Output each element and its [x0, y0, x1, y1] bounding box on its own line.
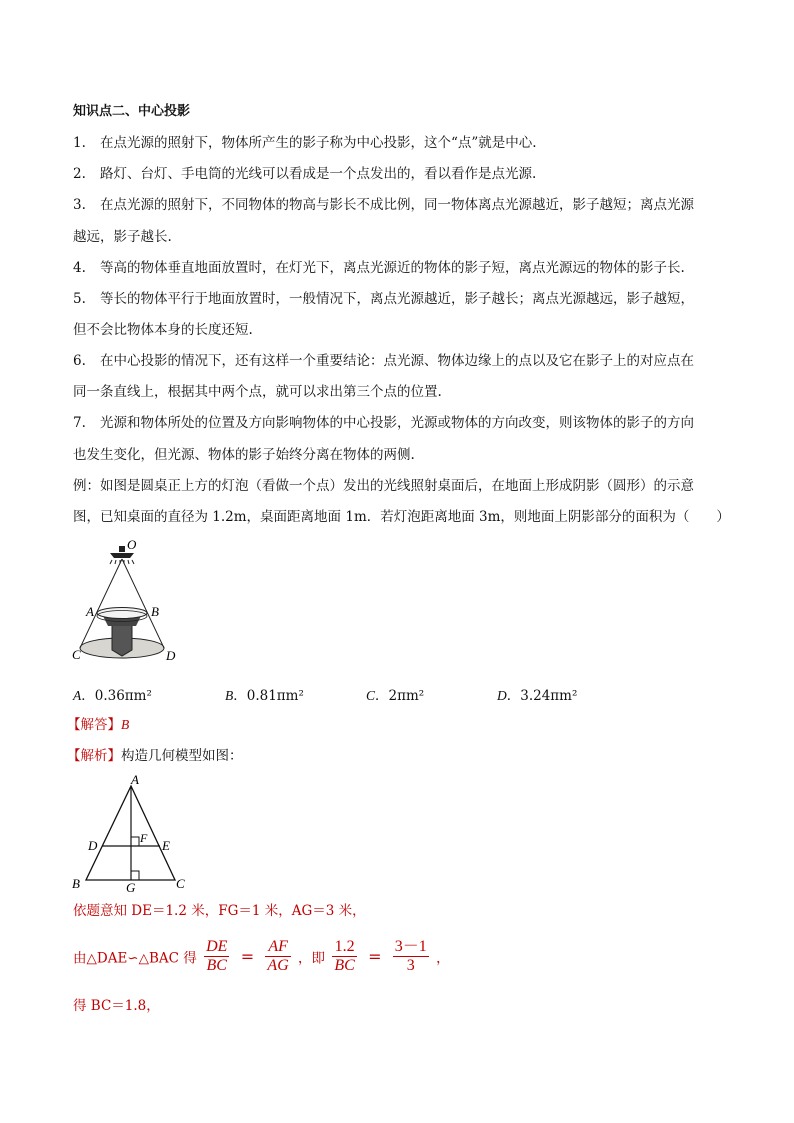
point-2 [73, 165, 536, 183]
example-line-2: 图，已知桌面的直径为 1.2m，桌面距离地面 1m．若灯泡距离地面 3m，则地面上阴影部分的面积为（ ） [73, 509, 730, 525]
option-value: ．3.24πm² [506, 688, 578, 704]
table-top [97, 608, 147, 619]
equals-sign: = [368, 947, 382, 966]
point-6 [73, 352, 694, 370]
point-number: 3. [73, 197, 86, 213]
option-letter: B [225, 688, 234, 703]
option-value: ．0.36πm² [81, 688, 152, 704]
point-number: 5. [73, 291, 86, 307]
solution-line-3: 得 BC＝1.8， [73, 998, 160, 1014]
answer-value: B [121, 717, 130, 732]
fraction-af-ag: $\frac{AF}{AG}$ [267, 938, 289, 974]
point-text: 等高的物体垂直地面放置时，在灯光下，离点光源近的物体的影子短，离点光源远的物体的影子长. [100, 260, 685, 276]
section-title: 知识点二、中心投影 [73, 104, 191, 119]
point-3-cont: 越远，影子越长. [73, 229, 172, 245]
point-text: 等长的物体平行于地面放置时，一般情况下，离点光源越近，影子越长；离点光源越远，影子越短， [100, 291, 694, 307]
label-D: D [88, 838, 98, 853]
right-angle-f [131, 837, 139, 846]
point-text: 在点光源的照射下，物体所产生的影子称为中心投影，这个“点”就是中心. [100, 135, 537, 151]
point-7-cont: 也发生变化，但光源、物体的影子始终分离在物体的两侧. [73, 447, 415, 463]
point-4 [73, 259, 685, 277]
point-number: 4. [73, 260, 86, 276]
solution-line-1: 依题意知 DE＝1.2 米，FG＝1 米，AG＝3 米， [73, 903, 366, 919]
fraction-12-bc: $\frac{1.2}{BC}$ [334, 938, 355, 974]
analysis-label: 【解析】 [67, 748, 121, 764]
label-A: A [86, 604, 94, 619]
lamp-table-figure [72, 538, 184, 666]
option-letter: C [366, 688, 376, 703]
label-D: D [166, 648, 176, 663]
point-text: 在中心投影的情况下，还有这样一个重要结论：点光源、物体边缘上的点以及它在影子上的对应点在 [100, 353, 694, 369]
fraction-3-1-3: $\frac{3-1}{3}$ [394, 938, 427, 974]
label-B: B [151, 604, 159, 619]
lamp-shade [110, 553, 134, 558]
label-C: C [176, 876, 185, 891]
option-a [73, 684, 152, 704]
solution-line-2 [73, 938, 450, 975]
label-O: O [127, 538, 137, 552]
equals-sign: = [240, 947, 255, 966]
option-b [225, 684, 304, 704]
analysis-text: 构造几何模型如图： [121, 748, 243, 764]
triangle-figure [68, 770, 192, 894]
solution-end: ， [436, 950, 450, 967]
label-A: A [131, 772, 139, 787]
point-text: 路灯、台灯、手电筒的光线可以看成是一个点发出的，看以看作是点光源. [100, 166, 537, 182]
point-5-cont: 但不会比物体本身的长度还短. [73, 322, 253, 338]
solution-mid: ，即 [298, 950, 326, 967]
fraction-de-bc: $\frac{DE}{BC}$ [206, 938, 228, 974]
lamp-cap [119, 546, 125, 552]
point-text: 光源和物体所处的位置及方向影响物体的中心投影，光源或物体的方向改变，则该物体的影子的方向 [100, 415, 694, 431]
point-1 [73, 134, 537, 152]
point-5 [73, 290, 694, 308]
label-B: B [72, 876, 80, 891]
label-G: G [126, 880, 136, 894]
solution-prefix: 由△DAE∽△BAC 得 [73, 950, 197, 967]
point-6-cont: 同一条直线上，根据其中两个点，就可以求出第三个点的位置. [73, 384, 442, 400]
point-number: 2. [73, 166, 86, 182]
option-d [497, 684, 577, 704]
option-letter: A [73, 688, 82, 703]
label-C: C [72, 647, 81, 662]
point-text: 在点光源的照射下，不同物体的物高与影长不成比例，同一物体离点光源越近，影子越短；离点光源 [100, 197, 694, 213]
option-c [366, 684, 424, 704]
label-E: E [162, 838, 170, 853]
table-leg [112, 625, 132, 656]
example-line-1: 例：如图是圆桌正上方的灯泡（看做一个点）发出的光线照射桌面后，在地面上形成阴影（圆形）的示意 [73, 478, 694, 494]
answer-label: 【解答】 [67, 717, 121, 733]
label-F: F [140, 831, 148, 845]
point-number: 6. [73, 353, 86, 369]
right-angle-g [131, 871, 139, 880]
point-7 [73, 414, 694, 432]
point-number: 7. [73, 415, 86, 431]
point-number: 1. [73, 135, 86, 151]
analysis-line [67, 747, 243, 765]
option-value: ．2πm² [375, 688, 425, 704]
point-3 [73, 196, 694, 214]
option-value: ．0.81πm² [233, 688, 304, 704]
option-letter: D [497, 688, 507, 703]
answer-line [67, 716, 129, 734]
